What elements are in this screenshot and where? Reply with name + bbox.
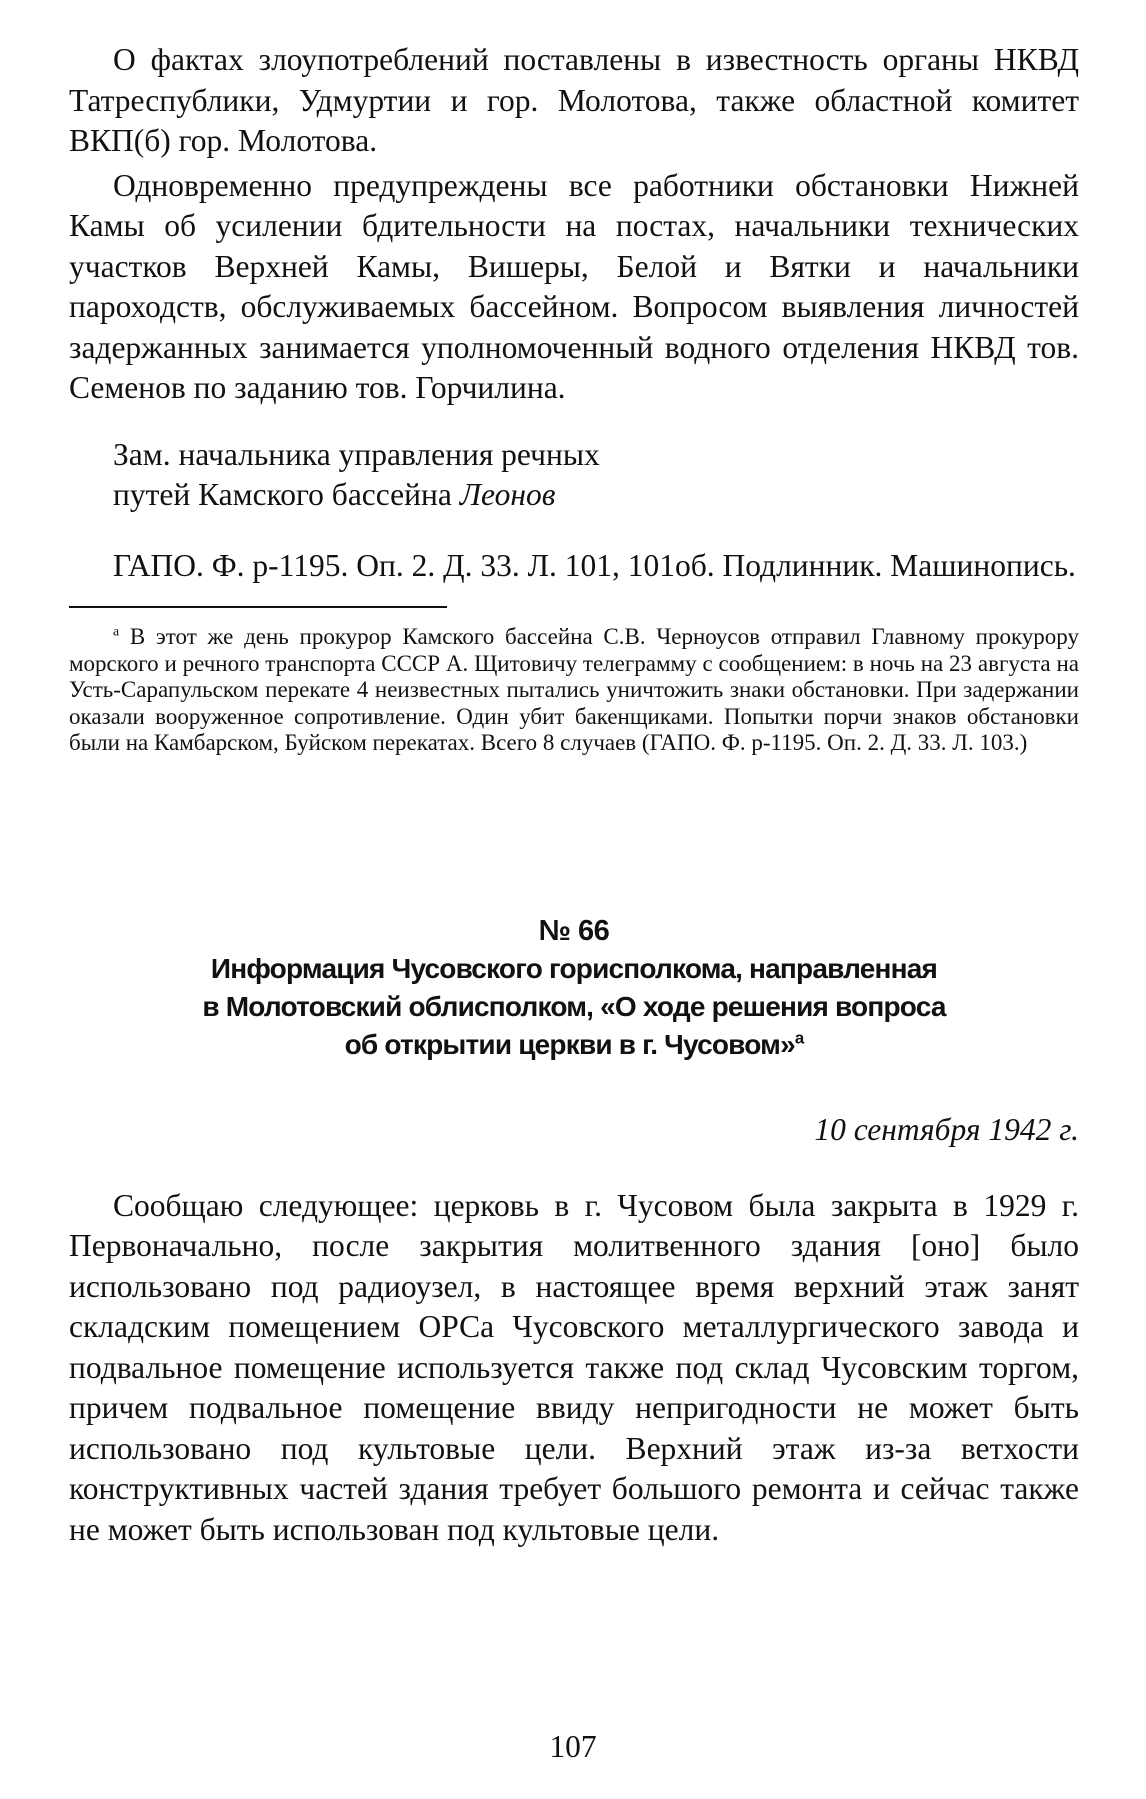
document-title-marker: а — [794, 1028, 804, 1048]
signature-title-line2 — [113, 475, 1079, 516]
page-number: 107 — [549, 1729, 597, 1764]
page-content — [69, 40, 1079, 1550]
footnote-marker: а — [113, 623, 120, 639]
signature-title-line1: Зам. начальника управления речных — [113, 436, 600, 472]
document-title-line3-text: об открытии церкви в г. Чусовом» — [344, 1028, 795, 1060]
document-number: № 66 — [538, 914, 610, 947]
document-title-line1: Информация Чусовского горисполкома, направленная — [210, 952, 938, 984]
signature-title-text: путей Камского бассейна — [113, 477, 460, 512]
document-title-line2: в Молотовский облисполком, «О ходе решения вопроса — [202, 990, 946, 1022]
document-title-line3 — [124, 1026, 1024, 1064]
paragraph-abuse-reported: О фактах злоупотреблений поставлены в известность органы НКВД Татреспублики, Удмуртии и гор. Молотова, также областной комитет ВКП(б) гор. Молотова. — [69, 42, 1079, 158]
document-title — [124, 950, 1024, 1064]
document-date: 10 сентября 1942 г. — [814, 1111, 1079, 1147]
paragraph-warnings-issued: Одновременно предупреждены все работники обстановки Нижней Камы об усилении бдительности на постах, начальники технических участков Верхней Камы, Вишеры, Белой и Вятки и начальники пароходств, обслуживаемых бассейном. Вопросом выявления личностей задержанных занимается уполномоченный водного отделения НКВД тов. Семенов по заданию тов. Горчилина. — [69, 167, 1079, 405]
signature-name: Леонов — [459, 477, 556, 512]
footnote — [69, 624, 1079, 757]
footnote-divider — [69, 606, 447, 608]
footnote-text: В этот же день прокурор Камского бассейна С.В. Черноусов отправил Главному прокурору морского и речного транспорта СССР А. Щитовичу телеграмму с сообщением: в ночь на 23 августа на Усть-Сарапульском перекате 4 неизвестных пытались уничтожить знаки обстановки. При задержании оказали вооруженное сопротивление. Один убит бакенщиками. Попытки порчи знаков обстановки были на Камбарском, Буйском перекатах. Всего 8 случаев (ГАПО. Ф. р-1195. Оп. 2. Д. 33. Л. 103.) — [69, 624, 1079, 755]
document-body: Сообщаю следующее: церковь в г. Чусовом была закрыта в 1929 г. Первоначально, после закрытия молитвенного здания [оно] было использовано под радиоузел, в настоящее время верхний этаж занят складским помещением ОРСа Чусовского металлургического завода и подвальное помещение используется также под склад Чусовским торгом, причем подвальное помещение ввиду непригодности не может быть использовано под культовые цели. Верхний этаж из-за ветхости конструктивных частей здания требует большого ремонта и сейчас также не может быть использован под культовые цели. — [69, 1187, 1079, 1547]
archive-reference: ГАПО. Ф. р-1195. Оп. 2. Д. 33. Л. 101, 101об. Подлинник. Машинопись. — [113, 547, 1076, 583]
signature-block — [113, 435, 1079, 516]
